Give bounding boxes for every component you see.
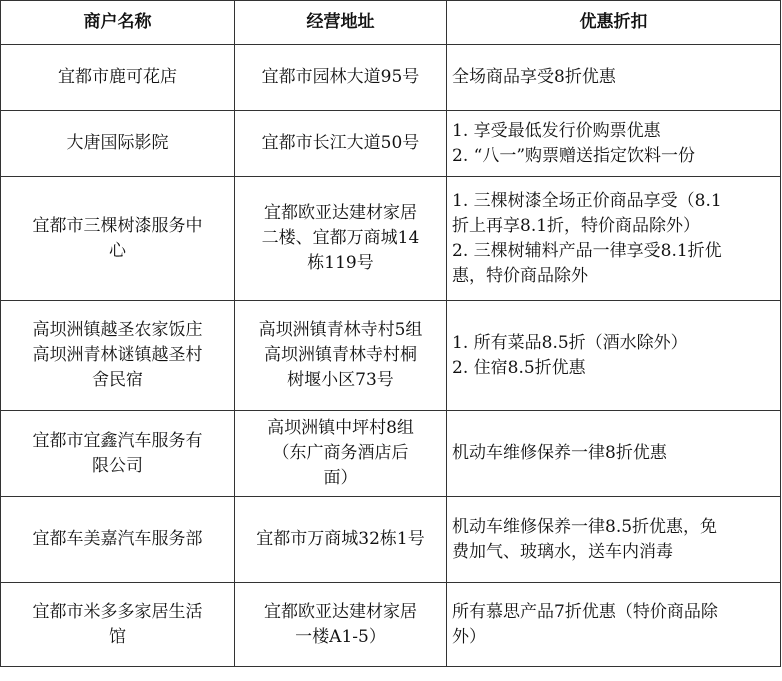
address-line: 栋119号 (307, 253, 374, 273)
merchant-name-line: 舍民宿 (92, 370, 143, 390)
discount-line: 2. 三棵树辅料产品一律享受8.1折优 (452, 240, 722, 261)
merchant-name-line: 高坝洲镇越圣农家饭庄 (32, 320, 203, 340)
discount-line: 惠，特价商品除外 (452, 265, 588, 286)
merchant-name-line: 心 (109, 240, 126, 261)
discount-cell (447, 177, 781, 301)
address-line: 一楼A1-5） (295, 626, 386, 647)
merchant-name-cell (1, 111, 235, 177)
merchant-name-line: 馆 (109, 626, 126, 647)
table-row (1, 497, 781, 583)
merchant-name-cell (1, 301, 235, 411)
header-merchant-name: 商户名称 (1, 1, 235, 45)
address-line: 二楼、宜都万商城14 (261, 228, 420, 248)
address-cell (235, 177, 447, 301)
discount-line: 机动车维修保养一律8折优惠 (452, 443, 667, 463)
discount-cell (447, 111, 781, 177)
address-cell (235, 45, 447, 111)
discount-cell (447, 411, 781, 497)
table-row (1, 177, 781, 301)
address-line: （东广商务酒店后 (272, 443, 409, 463)
discount-line: 1. 所有菜品8.5折（酒水除外） (452, 332, 688, 353)
discount-cell (447, 45, 781, 111)
address-line: 宜都市万商城32栋1号 (256, 529, 425, 549)
merchant-name-line: 宜都市宜鑫汽车服务有 (32, 430, 203, 451)
merchant-name-cell (1, 497, 235, 583)
merchant-name-line: 高坝洲青林谜镇越圣村 (32, 345, 203, 365)
address-line: 宜都欧亚达建材家居 (264, 203, 417, 223)
merchant-name-line: 限公司 (92, 455, 143, 476)
discount-line: 所有慕思产品7折优惠（特价商品除 (452, 601, 718, 622)
merchant-name-cell (1, 411, 235, 497)
address-cell (235, 111, 447, 177)
address-line: 高坝洲镇青林寺村5组 (258, 320, 423, 340)
discount-line: 外） (452, 626, 486, 647)
discount-line: 1. 享受最低发行价购票优惠 (452, 120, 661, 141)
discount-cell (447, 301, 781, 411)
header-row (1, 1, 781, 45)
address-line: 宜都市长江大道50号 (261, 133, 420, 153)
address-cell (235, 583, 447, 667)
table-row (1, 111, 781, 177)
merchant-name-line: 宜都市米多多家居生活 (32, 601, 203, 622)
table-row (1, 411, 781, 497)
discount-line: 2. 住宿8.5折优惠 (452, 357, 586, 378)
address-cell (235, 301, 447, 411)
address-line: 高坝洲镇青林寺村桐 (264, 345, 417, 365)
merchant-name-cell (1, 583, 235, 667)
discount-cell (447, 583, 781, 667)
merchant-name-line: 宜都车美嘉汽车服务部 (32, 529, 203, 549)
merchant-name-cell (1, 177, 235, 301)
discount-line: 全场商品享受8折优惠 (452, 67, 616, 87)
table-row (1, 301, 781, 411)
discount-line: 1. 三棵树漆全场正价商品享受（8.1 (452, 190, 722, 211)
address-line: 面） (323, 468, 358, 488)
address-line: 高坝洲镇中坪村8组 (267, 418, 414, 438)
merchant-name-line: 宜都市鹿可花店 (58, 67, 177, 87)
discount-cell (447, 497, 781, 583)
address-cell (235, 497, 447, 583)
discount-line: 折上再享8.1折，特价商品除外） (452, 215, 701, 236)
discount-line: 2. “八一”购票赠送指定饮料一份 (452, 145, 696, 166)
discount-line: 机动车维修保养一律8.5折优惠，免 (452, 516, 718, 537)
table-row (1, 45, 781, 111)
header-business-address: 经营地址 (235, 1, 447, 45)
address-line: 宜都市园林大道95号 (261, 67, 420, 87)
address-line: 宜都欧亚达建材家居 (264, 601, 417, 622)
table-row (1, 583, 781, 667)
address-cell (235, 411, 447, 497)
address-line: 树堰小区73号 (287, 370, 394, 390)
header-discount: 优惠折扣 (447, 1, 781, 45)
merchant-name-line: 宜都市三棵树漆服务中 (32, 215, 203, 236)
discount-line: 费加气、玻璃水，送车内消毒 (452, 541, 673, 562)
merchant-name-cell (1, 45, 235, 111)
merchant-name-line: 大唐国际影院 (66, 133, 169, 153)
